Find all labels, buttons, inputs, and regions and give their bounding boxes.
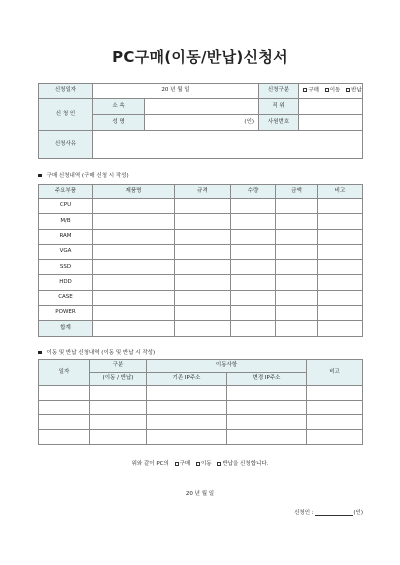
- move-return-table: [38, 359, 363, 445]
- dept-label: 소 속: [93, 99, 145, 115]
- table-row: [39, 214, 363, 229]
- kind-sub-header: (이동 / 반납): [90, 373, 147, 386]
- part-name: CASE: [39, 290, 93, 305]
- bullet-square-icon: [38, 174, 42, 178]
- checkbox-move[interactable]: [325, 88, 329, 92]
- kind-header: 구분: [90, 360, 147, 373]
- part-name: RAM: [39, 229, 93, 244]
- applicant-info-table: [38, 83, 363, 159]
- date-line: 20 년 월 일: [185, 491, 215, 497]
- table-row: [39, 290, 363, 305]
- table-row: [39, 306, 363, 321]
- checkbox-statement-return[interactable]: [217, 462, 221, 466]
- header-note: 비고: [318, 185, 363, 199]
- emp-no-field[interactable]: [299, 115, 363, 131]
- header-product: 제품명: [93, 185, 175, 199]
- statement-line: 위와 같이 PC의 구매 이동 반납을 신청합니다.: [131, 461, 269, 467]
- table-row: [39, 260, 363, 275]
- header-part: 주요부품: [39, 185, 93, 199]
- move-section-title: 이동 및 반납 신청내역 (이동 및 반납 시 작성): [38, 348, 155, 356]
- name-field[interactable]: [145, 115, 259, 131]
- checkbox-statement-purchase[interactable]: [175, 462, 179, 466]
- checkbox-return[interactable]: [346, 88, 350, 92]
- date-header: 일자: [39, 360, 90, 386]
- part-name: SSD: [39, 260, 93, 275]
- table-row: [39, 415, 363, 430]
- purchase-section-title: 구매 신청내역 (구매 신청 시 작성): [38, 171, 129, 179]
- reason-field[interactable]: [93, 131, 363, 159]
- signature-field[interactable]: [315, 510, 353, 516]
- total-row: [39, 321, 363, 336]
- apply-type-options: 구매 이동 반납: [299, 84, 363, 99]
- document-title: PC구매(이동/반납)신청서: [112, 48, 288, 66]
- apply-date-label: 신청일자: [39, 84, 93, 99]
- table-row: [39, 386, 363, 401]
- table-row: [39, 400, 363, 415]
- table-row: [39, 199, 363, 214]
- apply-date-value[interactable]: 20 년 월 일: [93, 84, 259, 99]
- table-row: [39, 275, 363, 290]
- part-name: VGA: [39, 244, 93, 259]
- purchase-table: [38, 184, 363, 337]
- checkbox-purchase[interactable]: [303, 88, 307, 92]
- table-row: [39, 430, 363, 445]
- part-name: HDD: [39, 275, 93, 290]
- name-label: 성 명: [93, 115, 145, 131]
- header-spec: 규격: [175, 185, 231, 199]
- table-row: [39, 229, 363, 244]
- checkbox-statement-move[interactable]: [196, 462, 200, 466]
- seal-mark: (인): [244, 118, 255, 125]
- note-header: 비고: [307, 360, 363, 386]
- position-field[interactable]: [299, 99, 363, 115]
- dept-field[interactable]: [145, 99, 259, 115]
- part-name: CPU: [39, 199, 93, 214]
- part-name: POWER: [39, 306, 93, 321]
- table-row: [39, 244, 363, 259]
- position-label: 직 위: [259, 99, 299, 115]
- header-amount: 금액: [276, 185, 318, 199]
- header-qty: 수량: [231, 185, 276, 199]
- applicant-label: 신 청 인: [39, 99, 93, 131]
- total-label: 합계: [39, 321, 93, 336]
- move-header: 이동사항: [147, 360, 307, 373]
- signer-line: 신청인 : (인): [294, 510, 363, 516]
- emp-no-label: 사원번호: [259, 115, 299, 131]
- part-name: M/B: [39, 214, 93, 229]
- prev-ip-header: 기존 IP주소: [147, 373, 227, 386]
- bullet-square-icon: [38, 351, 42, 355]
- reason-label: 신청사유: [39, 131, 93, 159]
- new-ip-header: 변경 IP주소: [227, 373, 307, 386]
- apply-type-label: 신청구분: [259, 84, 299, 99]
